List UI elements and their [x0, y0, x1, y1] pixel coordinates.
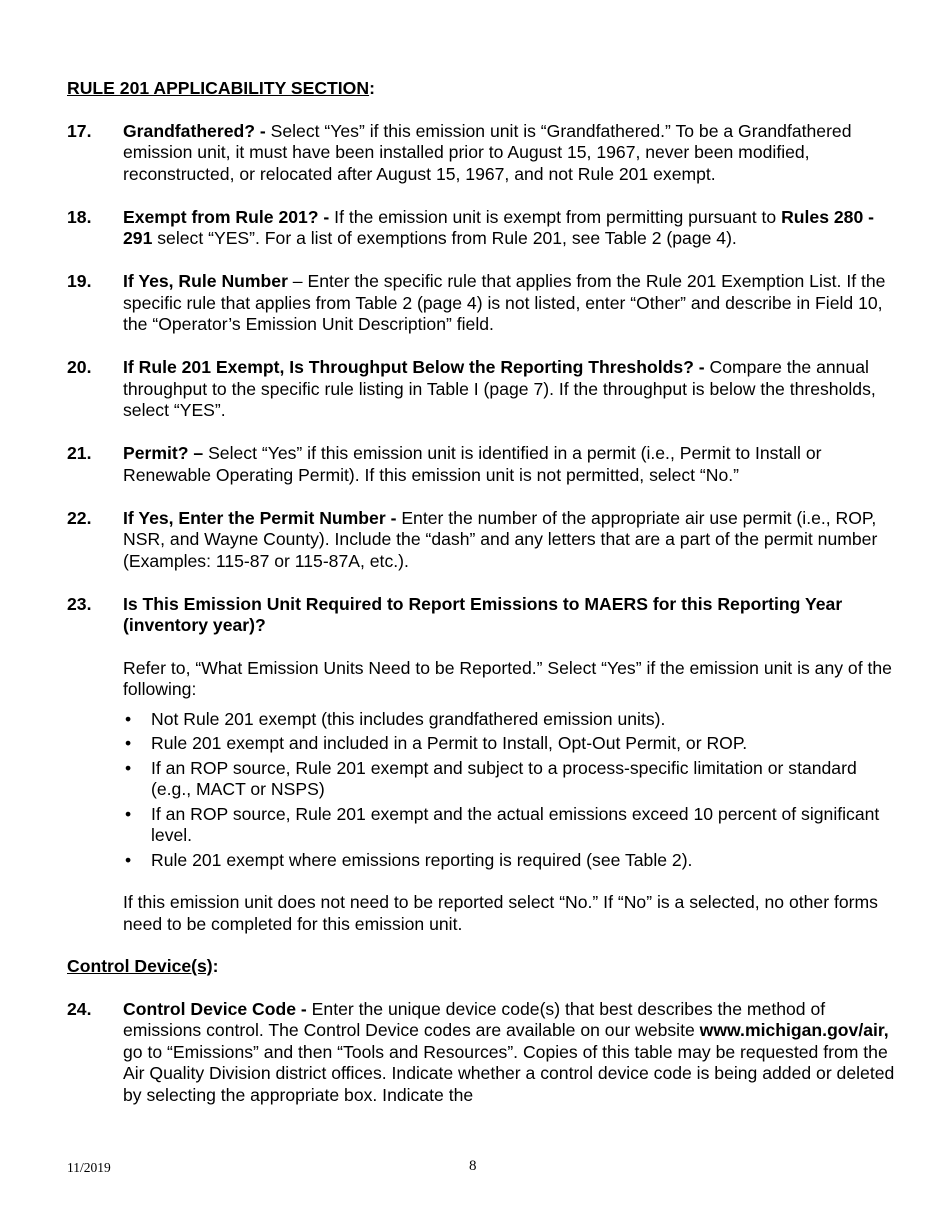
bullet-dot: • — [125, 708, 132, 729]
item-24-number: 24. — [67, 998, 92, 1019]
item-22-number: 22. — [67, 507, 92, 528]
document-page — [67, 78, 897, 1128]
item-17-title: Grandfathered? - — [123, 120, 266, 141]
item-18-title: Exempt from Rule 201? - — [123, 206, 330, 227]
bullet-item — [123, 758, 897, 801]
item-21 — [67, 443, 897, 486]
item-17-text: Select “Yes” if this emission unit is “Grandfathered.” To be a Grandfathered emission unit, it must have been installed prior to August 15, 1967, never been modified, reconstructed, or relocated after August 15, 1967, and not Rule 201 exempt. — [123, 120, 852, 184]
item-17 — [67, 121, 897, 186]
section-heading-rule201 — [67, 78, 897, 100]
item-20 — [67, 357, 897, 422]
bullet-item — [123, 850, 897, 872]
item-23 — [67, 594, 897, 637]
bullet-text: Rule 201 exempt and included in a Permit to Install, Opt-Out Permit, or ROP. — [151, 733, 748, 753]
item-22-text: Enter the number of the appropriate air use permit (i.e., ROP, NSR, and Wayne County). Include the “dash” and any letters that are a part of the permit number (Examples: 115-87 or 115-87A, etc.). — [123, 507, 878, 571]
item-18-text-a: If the emission unit is exempt from permitting pursuant to — [329, 206, 782, 227]
item-21-text: Select “Yes” if this emission unit is identified in a permit (i.e., Permit to Install or Renewable Operating Permit). If this emission unit is not permitted, select “No.” — [123, 443, 822, 485]
bullet-text: Not Rule 201 exempt (this includes grandfathered emission units). — [151, 708, 666, 729]
item-23-bullet-list — [67, 709, 897, 872]
section-heading-control-colon: : — [212, 956, 219, 976]
item-18-number: 18. — [67, 206, 92, 227]
item-18 — [67, 207, 897, 250]
item-17-number: 17. — [67, 120, 92, 141]
bullet-dot: • — [125, 757, 132, 778]
item-21-title: Permit? – — [123, 443, 204, 463]
item-24-text-a: Enter the unique device code(s) that best describes the method of emissions control. The Control Device codes are available on our website — [123, 998, 826, 1040]
bullet-dot: • — [125, 803, 132, 824]
section-heading-rule201-text: RULE 201 APPLICABILITY SECTION — [67, 78, 370, 98]
item-22-title: If Yes, Enter the Permit Number - — [123, 507, 397, 528]
item-18-rules-range: Rules 280 - 291 — [123, 206, 874, 248]
item-20-number: 20. — [67, 357, 92, 377]
item-20-title: If Rule 201 Exempt, Is Throughput Below the Reporting Thresholds? - — [123, 357, 705, 377]
item-24 — [67, 999, 897, 1107]
item-23-number: 23. — [67, 593, 92, 614]
footer-date: 11/2019 — [67, 1160, 111, 1175]
item-24-text-b: go to “Emissions” and then “Tools and Resources”. Copies of this table may be requested from the Air Quality Division district offices. Indicate whether a control device code is being added or deleted by selecting the appropriate box. Indicate the — [123, 1041, 895, 1105]
item-19-number: 19. — [67, 271, 92, 291]
item-20-text: Compare the annual throughput to the specific rule listing in Table I (page 7). If the throughput is below the thresholds, select “YES”. — [123, 357, 876, 420]
item-24-title: Control Device Code - — [123, 998, 307, 1019]
section-heading-control-text: Control Device(s) — [67, 956, 213, 976]
section-heading-rule201-colon: : — [369, 78, 375, 98]
bullet-dot: • — [125, 849, 132, 870]
item-19 — [67, 271, 897, 336]
footer-page-number: 8 — [469, 1158, 477, 1174]
bullet-text: Rule 201 exempt where emissions reporting is required (see Table 2). — [151, 849, 693, 870]
bullet-item — [123, 709, 897, 731]
item-23-closing: If this emission unit does not need to be reported select “No.” If “No” is a selected, no other forms need to be completed for this emission unit. — [123, 892, 878, 934]
bullet-text: If an ROP source, Rule 201 exempt and subject to a process-specific limitation or standard (e.g., MACT or NSPS) — [151, 757, 857, 799]
item-21-number: 21. — [67, 443, 92, 463]
section-heading-control-devices — [67, 956, 897, 978]
item-19-text: – Enter the specific rule that applies from the Rule 201 Exemption List. If the specific rule that applies from Table 2 (page 4) is not listed, enter “Other” and describe in Field 10, the “Operator’s Emission Unit Description” field. — [123, 271, 886, 334]
item-23-title: Is This Emission Unit Required to Report Emissions to MAERS for this Reporting Year (inventory year)? — [123, 593, 843, 635]
item-23-intro: Refer to, “What Emission Units Need to be Reported.” Select “Yes” if the emission unit is any of the following: — [123, 657, 892, 699]
item-18-text-b: select “YES”. For a list of exemptions from Rule 201, see Table 2 (page 4). — [152, 228, 737, 248]
bullet-dot: • — [125, 733, 132, 753]
bullet-text: If an ROP source, Rule 201 exempt and the actual emissions exceed 10 percent of significant level. — [151, 803, 880, 845]
bullet-item — [123, 733, 897, 755]
item-19-title: If Yes, Rule Number — [123, 271, 288, 291]
item-22 — [67, 508, 897, 573]
website-link-text: www.michigan.gov/air, — [699, 1020, 889, 1040]
bullet-item — [123, 804, 897, 847]
